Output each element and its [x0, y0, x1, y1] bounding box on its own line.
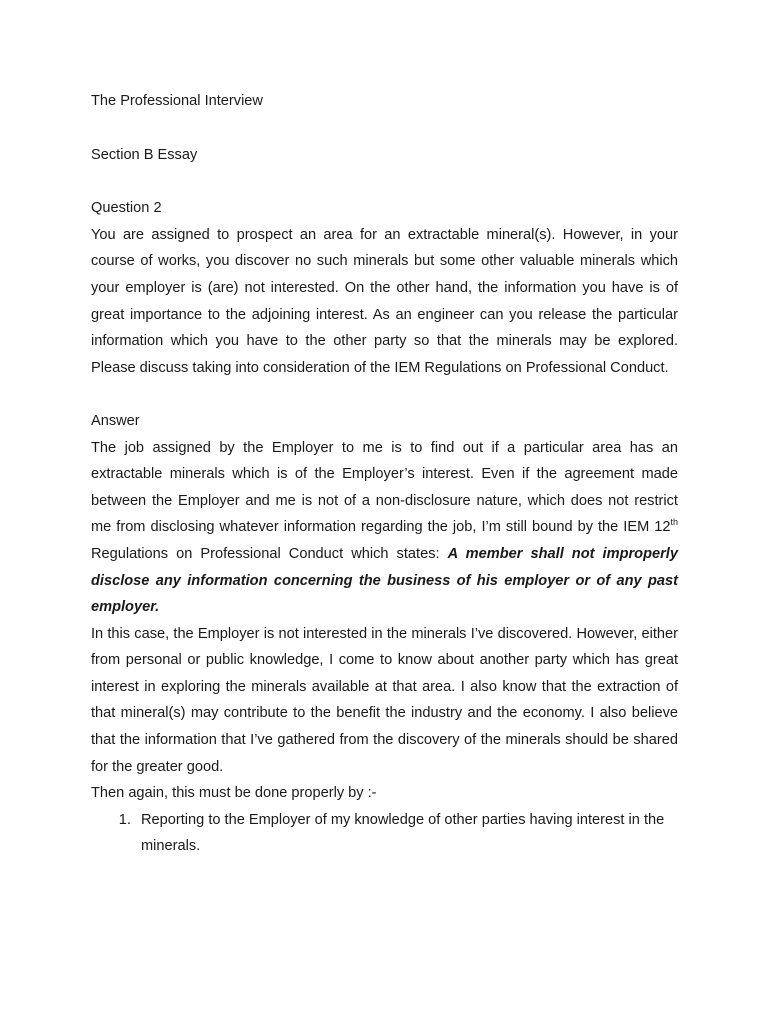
answer-p1-mid: Regulations on Professional Conduct which states:: [91, 545, 448, 562]
answer-paragraph-1: [91, 435, 678, 621]
answer-heading: Answer: [91, 412, 140, 429]
question-heading: Question 2: [91, 200, 162, 217]
ordinal-suffix: th: [670, 517, 678, 528]
answer-paragraph-3: Then again, this must be done properly by :-: [91, 785, 377, 802]
section-heading: Section B Essay: [91, 146, 198, 163]
document-title: The Professional Interview: [91, 93, 263, 109]
steps-list: [91, 807, 678, 860]
question-text: You are assigned to prospect an area for an extractable mineral(s). However, in your course of works, you discover no such minerals but some other valuable minerals which your employer is (are) not interested. On the other hand, the information you have is of great importance to the adjoining interest. As an engineer can you release the particular information which you have to the other party so that the minerals may be explored. Please discuss taking into consideration of the IEM Regulations on Professional Conduct.: [91, 226, 678, 376]
list-item: 1. Reporting to the Employer of my knowledge of other parties having interest in the minerals.: [135, 807, 678, 860]
answer-p1-lead: The job assigned by the Employer to me is to find out if a particular area has an extractable minerals which is of the Employer’s interest. Even if the agreement made between the Employer and me is not of a non-disclosure nature, which does not restrict me from disclosing whatever information regarding the job, I’m still bound by the IEM 12: [91, 439, 678, 536]
regulation-quote: A member shall not improperly disclose any information concerning the business of his employer or of any past employer.: [91, 545, 678, 616]
answer-paragraph-2: In this case, the Employer is not interested in the minerals I’ve discovered. However, either from personal or public knowledge, I come to know about another party which has great interest in exploring the minerals available at that area. I also know that the extraction of that mineral(s) may contribute to the benefit the industry and the economy. I also believe that the information that I’ve gathered from the discovery of the minerals should be shared for the greater good.: [91, 625, 678, 775]
document-page: [91, 88, 678, 860]
